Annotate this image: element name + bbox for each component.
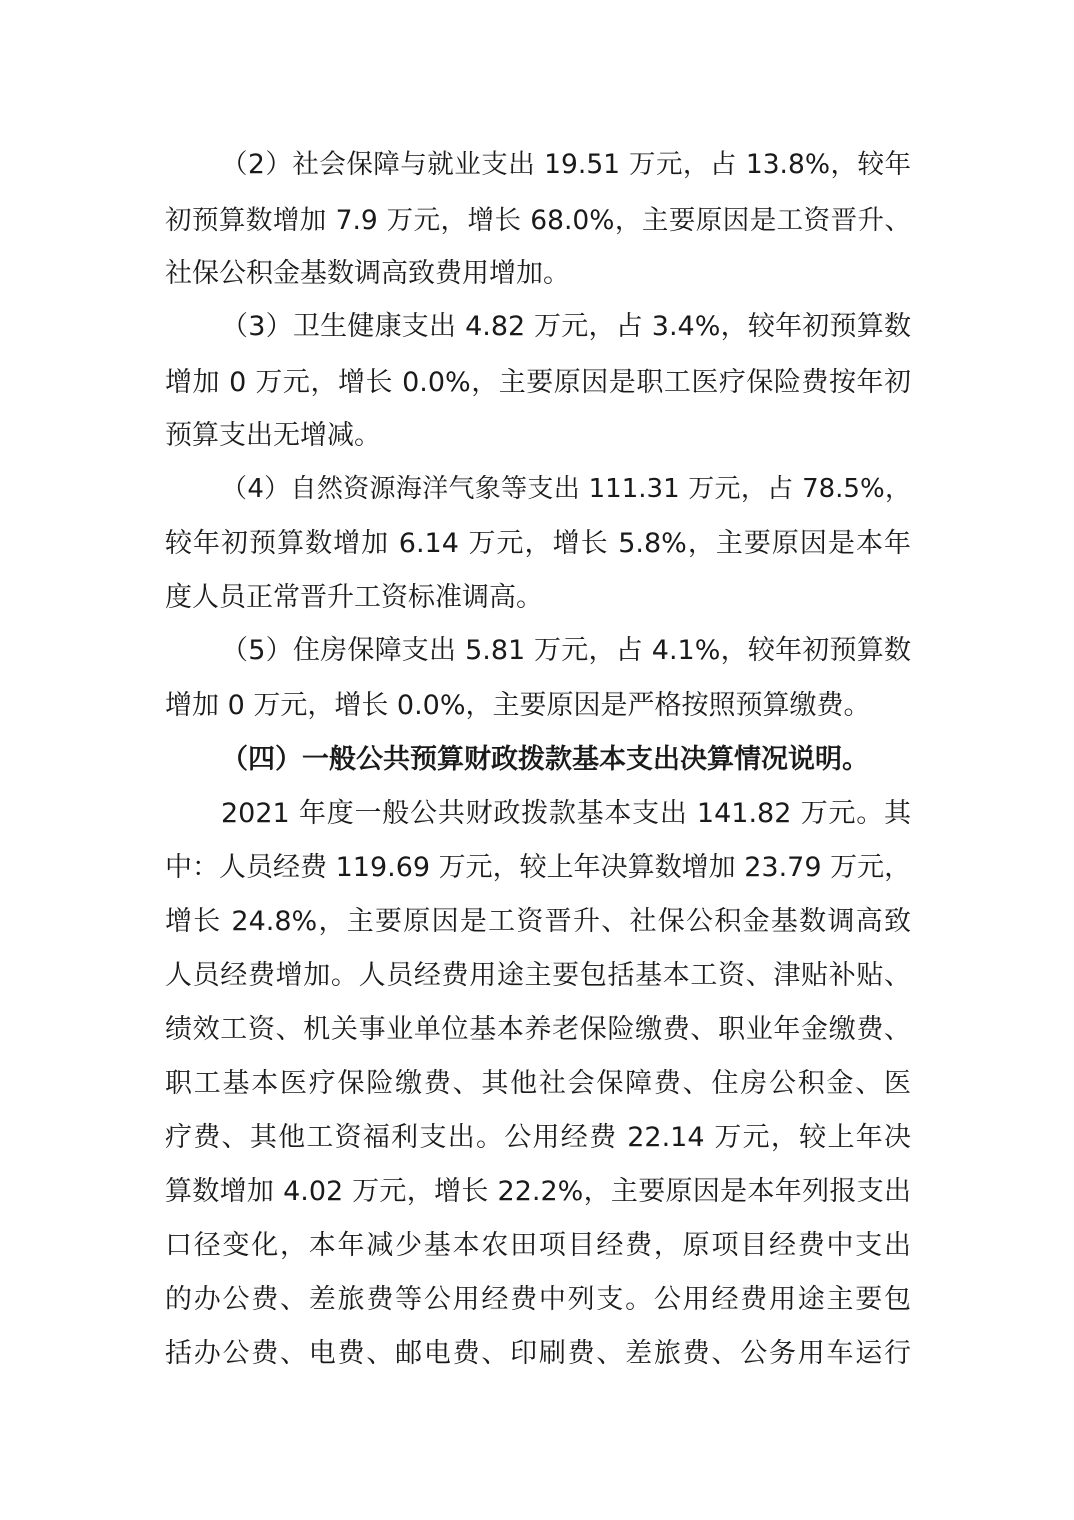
paragraph-line: 的办公费、差旅费等公用经费中列支。公用经费用途主要包 [165, 1284, 911, 1315]
section-heading: （四）一般公共预算财政拨款基本支出决算情况说明。 [221, 744, 869, 775]
paragraph-line: 疗费、其他工资福利支出。公用经费 22.14 万元，较上年决 [165, 1122, 911, 1153]
paragraph-line: 人员经费增加。人员经费用途主要包括基本工资、津贴补贴、 [165, 960, 911, 991]
paragraph-line: （5）住房保障支出 5.81 万元，占 4.1%，较年初预算数 [221, 635, 911, 666]
paragraph-line: 社保公积金基数调高致费用增加。 [165, 258, 570, 289]
paragraph-line: （3）卫生健康支出 4.82 万元，占 3.4%，较年初预算数 [221, 311, 911, 342]
paragraph-line: 职工基本医疗保险缴费、其他社会保障费、住房公积金、医 [165, 1068, 911, 1099]
paragraph-line: 绩效工资、机关事业单位基本养老保险缴费、职业年金缴费、 [165, 1014, 911, 1045]
paragraph-line: 增加 0 万元，增长 0.0%，主要原因是严格按照预算缴费。 [165, 690, 871, 721]
paragraph-line: 较年初预算数增加 6.14 万元，增长 5.8%，主要原因是本年 [165, 528, 911, 559]
paragraph-line: 增加 0 万元，增长 0.0%，主要原因是职工医疗保险费按年初 [165, 367, 911, 398]
paragraph-line: （4）自然资源海洋气象等支出 111.31 万元，占 78.5%， [221, 474, 911, 504]
paragraph-line: 增长 24.8%，主要原因是工资晋升、社保公积金基数调高致 [165, 906, 911, 937]
paragraph-line: 度人员正常晋升工资标准调高。 [165, 582, 543, 613]
paragraph-line: 2021 年度一般公共财政拨款基本支出 141.82 万元。其 [221, 798, 911, 829]
paragraph-line: 中：人员经费 119.69 万元，较上年决算数增加 23.79 万元， [165, 852, 911, 883]
paragraph-line: （2）社会保障与就业支出 19.51 万元，占 13.8%，较年 [221, 149, 911, 180]
paragraph-line: 口径变化，本年减少基本农田项目经费，原项目经费中支出 [165, 1230, 911, 1261]
paragraph-line: 初预算数增加 7.9 万元，增长 68.0%，主要原因是工资晋升、 [165, 205, 911, 236]
paragraph-line: 括办公费、电费、邮电费、印刷费、差旅费、公务用车运行 [165, 1338, 911, 1369]
paragraph-line: 算数增加 4.02 万元，增长 22.2%，主要原因是本年列报支出 [165, 1176, 911, 1207]
paragraph-line: 预算支出无增减。 [165, 420, 381, 451]
